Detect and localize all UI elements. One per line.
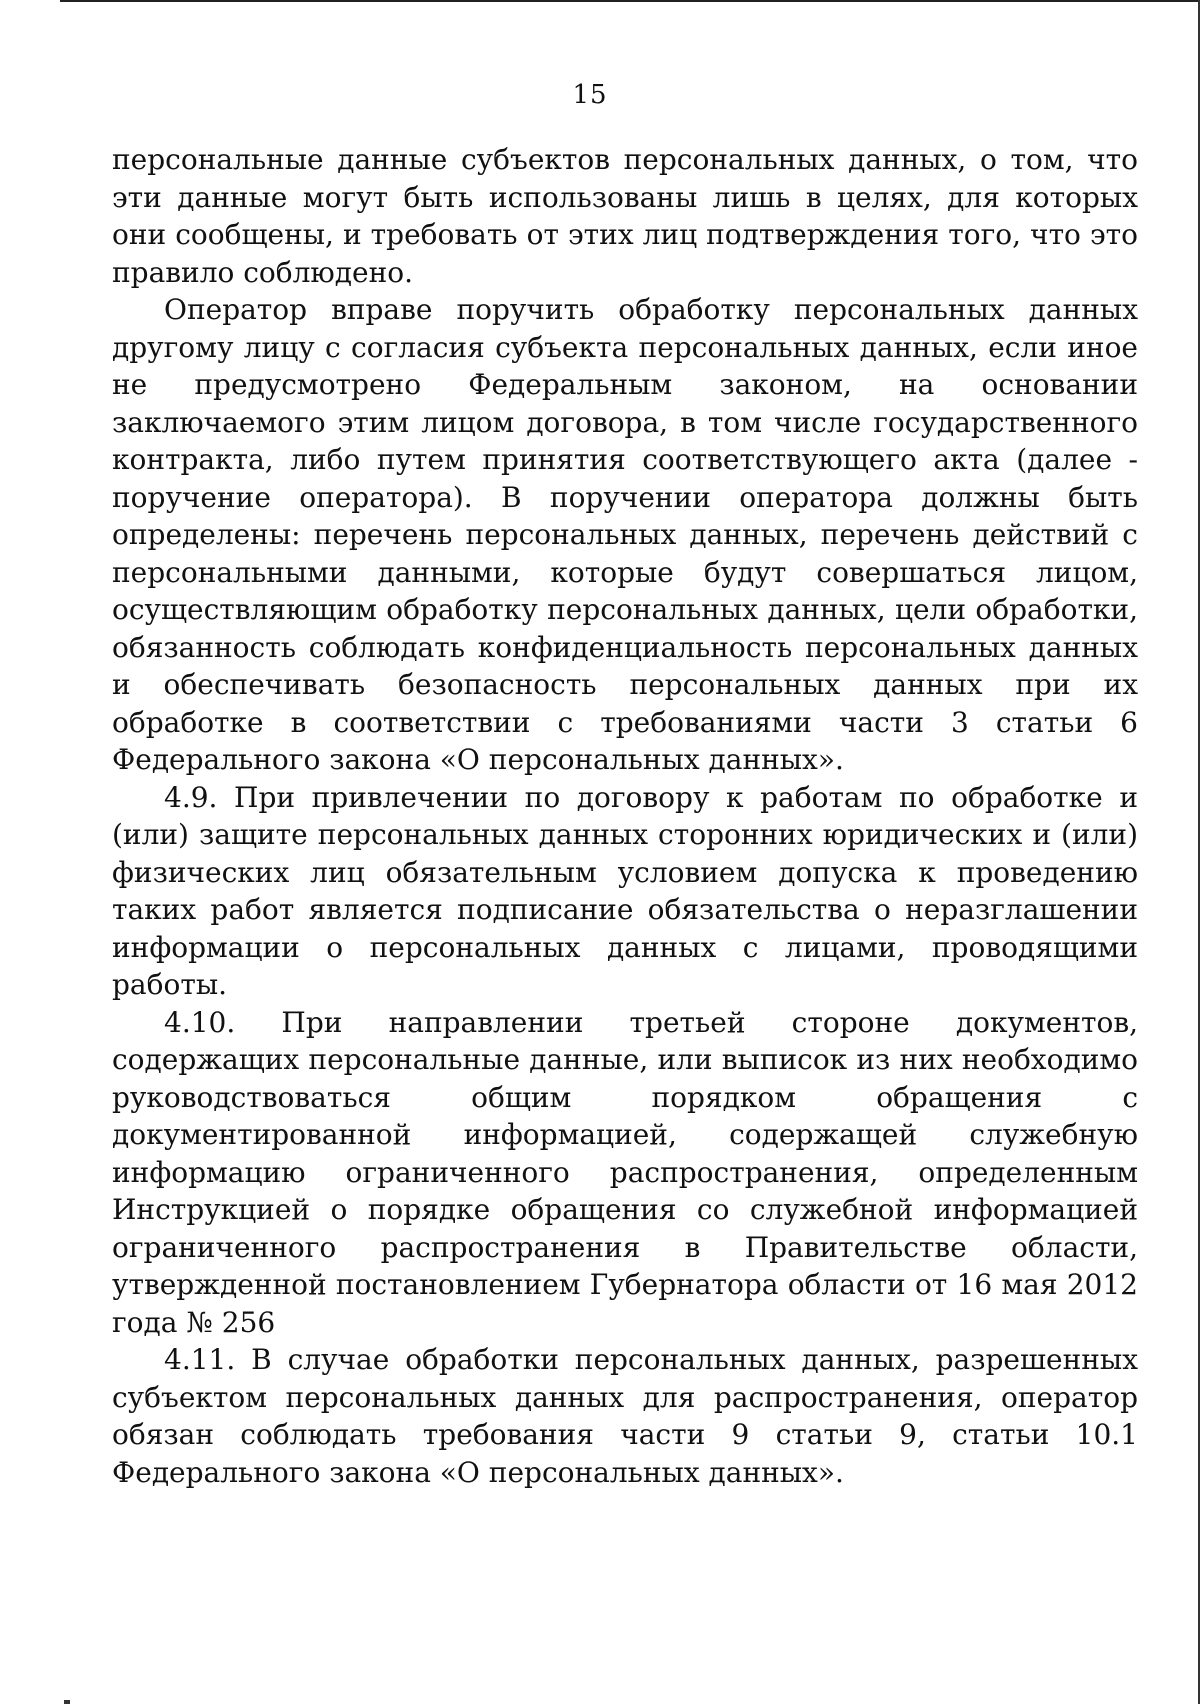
paragraph-continuation: персональные данные субъектов персональных данных, о том, что эти данные могут быть использованы лишь в целях, для которых они сообщены, и требовать от этих лиц подтверждения того, что это правило соблюдено. bbox=[112, 143, 1138, 289]
paragraph-4-10: 4.10. При направлении третьей стороне документов, содержащих персональные данные, или выписок из них необходимо руководствоваться общим порядком обращения с документированной информацией, содержащей служебную информацию ограниченного распространения, определенным Инструкцией о порядке обращения со служебной информацией ограниченного распространения в Правительстве области, утвержденной постановлением Губернатора области от 16 мая 2012 года № 256 bbox=[112, 1005, 1138, 1339]
scan-edge-top bbox=[60, 0, 1200, 2]
paragraph-4-9: 4.9. При привлечении по договору к работам по обработке и (или) защите персональных данных сторонних юридических и (или) физических лиц обязательным условием допуска к проведению таких работ является подписание обязательства о неразглашении информации о персональных данных с лицами, проводящими работы. bbox=[112, 780, 1138, 1001]
scan-mark bbox=[64, 1700, 70, 1704]
document-body bbox=[112, 141, 1138, 1491]
paragraph-4-11: 4.11. В случае обработки персональных данных, разрешенных субъектом персональных данных для распространения, оператор обязан соблюдать требования части 9 статьи 9, статьи 10.1 Федерального закона «О персональных данных». bbox=[112, 1343, 1138, 1489]
paragraph-operator-assignment: Оператор вправе поручить обработку персональных данных другому лицу с согласия субъекта персональных данных, если иное не предусмотрено Федеральным законом, на основании заключаемого этим лицом договора, в том числе государственного контракта, либо путем принятия соответствующего акта (далее - поручение оператора). В поручении оператора должны быть определены: перечень персональных данных, перечень действий с персональными данными, которые будут совершаться лицом, осуществляющим обработку персональных данных, цели обработки, обязанность соблюдать конфиденциальность персональных данных и обеспечивать безопасность персональных данных при их обработке в соответствии с требованиями части 3 статьи 6 Федерального закона «О персональных данных». bbox=[112, 293, 1138, 776]
page-number: 15 bbox=[572, 80, 608, 110]
